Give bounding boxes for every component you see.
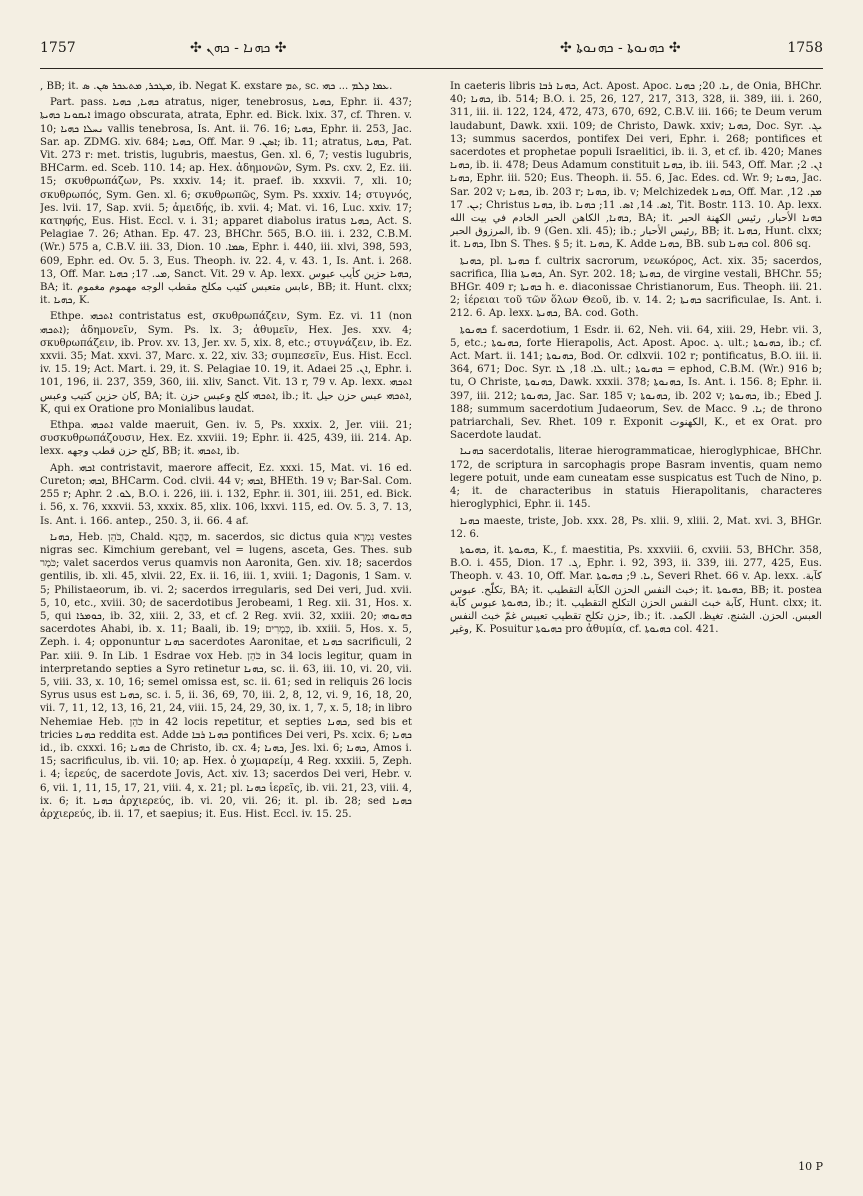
page-number-left: 1757: [40, 40, 76, 56]
entry-paragraph: Aph. ܐܟܗܝ contristavit, maerore affecit, Ez. xxxi. 15, Mat. vi. 16 ed. Cureton; ܐܟܗܝ, BHCarm. Cod. clvii. 44 v; ܐܟܗܝ, BHEth. 19 v; Bar-Sal. Com. 255 r; Aphr. ܠܘ. 2, B.O. i. 226, iii. i. 132, Ephr. ii. 301, iii. 251, ed. Bick. i. 56, x. 76, xxxvii. 53, xxxix. 85, xlix. 106, lxxvi. 115, ed. Ov. 5. 3, 7. 13, Is. Ant. i. 166. antep., 250. 3, ii. 66. 4 af.: [40, 462, 412, 527]
running-head-right: ✣ ܟܗܢܘܬܐ - ܟܗܢܘܬܐ ✣: [560, 40, 681, 56]
header-rule: [40, 68, 823, 69]
entry-paragraph: ܟܗܝܘܬܐ, it. ܟܗܝܘܬܐ, K., f. maestitia, Ps. xxxviii. 6, cxviii. 53, BHChr. 358, B.O. i. 455, Dion. ܓ. 17, Ephr. i. 92, 393, ii. 339, iii. 277, 425, Eus. Theoph. v. 43. 10, Off. Mar. ܝܐ. 9; ܟܗܝܘܬܐ, Severi Rhet. 66 v. Ap. lexx. كآبة. تكلّح. عبوس, BA; it. خبث النفس الحزن الكآبة التقطيب; it. ܟܗܝܘܬܐ, BB; it. postea ܟܗܝܘܬܐ عبوس كآبة, ib.; it. كآبة خبث النفس الحزن التكلح التقطيب, Hunt. clxx; it. حزن تكلح تقطيب تعبيس غمّ خبث النفس, ib.; it. العبس. الحزن. الشنج. تغيظ. الكمد. وغير, K. Posuitur ܟܗܝܘܬܐ pro ἀθυμία, cf. ܟܗܝܘܬܐ col. 421.: [450, 544, 822, 636]
entry-paragraph: ܟܗܢܐ, Heb. כֹּהֵן, Chald. כָּהֲנָא, m. sacerdos, sic dictus quia נִמְרָא vestes nigras sec. Kimchium gerebant, vel = lugens, asceta, Ges. Thes. sub כֹּמֶר; valet sacerdos verus quamvis non Aaronita, Gen. xiv. 18; sacerdos gentilis, ib. xli. 45, xlvii. 22, Ex. ii. 16, iii. 1, xviii. 1; Dagonis, 1 Sam. v. 5; Philistaeorum, ib. vi. 2; sacerdos irregularis, sed Dei veri, Jud. xvii. 5, 10, etc., xviii. 30; de sacerdotibus Jerobeami, 1 Reg. xii. 31, Hos. x. 5, qui ܟܘܡܪܐ, ib. 32, xiii. 2, 33, et cf. 2 Reg. xvii. 32, xxiii. 20; ܟܗܢܘܗܝ sacerdotes Ahabi, ib. x. 11; Baali, ib. 19; כְּמָרִים, ib. xxiii. 5, Hos. x. 5, Zeph. i. 4; opponuntur ܟܗܢܐ sacerdotes Aaronitae, et ܟܗܢܐ sacrificuli, 2 Par. xiii. 9. In Lib. 1 Esdrae vox Heb. כֹּהֵן in 34 locis legitur, quam in interpretando septies a Syro retinetur ܟܗܢܐ, sc. ii. 63, iii. 10, vi. 20, vii. 5, viii. 33, x. 10, 16; semel omissa est, sc. ii. 61; sed in reliquis 26 locis Syrus usus est ܟܗܢܐ, sc. i. 5, ii. 36, 69, 70, iii. 2, 8, 12, vi. 9, 16, 18, 20, vii. 7, 11, 12, 13, 16, 21, 24, viii. 15, 24, 29, 30, ix. 1, 7, x. 5, 18; in libro Nehemiae Heb. כֹּהֵן in 42 locis repetitur, et septies ܟܗܢܐ, sed bis et tricies ܟܗܢܐ reddita est. Adde ܟܗܢܐ ܪܒܐ pontifices Dei veri, Ps. xcix. 6; ܟܗܢܐ id., ib. cxxxi. 16; ܟܗܢܐ de Christo, ib. cx. 4; ܟܗܢܐ, Jes. lxi. 6; ܟܗܢܐ, Amos i. 15; sacrificulus, ib. vii. 10; ap. Hex. ὁ χωμαρείμ, 4 Reg. xxxiii. 5, Zeph. i. 4; ἱερεύς, de sacerdote Jovis, Act. xiv. 13; sacerdos Dei veri, Hebr. v. 6, vii. 1, 11, 15, 17, 21, viii. 4, x. 21; pl. ܟܗܢܐ ἱερεῖς, ib. vii. 21, 23, viii. 4, ix. 6; it. ܟܗܢܐ ἀρχιερεύς, ib. vi. 20, vii. 26; it. pl. ib. 28; sed ܟܗܢܐ ἀρχιερεύς, ib. ii. 17, et saepius; it. Eus. Hist. Eccl. iv. 15. 25.: [40, 531, 412, 820]
left-column: [40, 80, 412, 1172]
entry-paragraph: ܟܗܢܘܬܐ f. sacerdotium, 1 Esdr. ii. 62, Neh. vii. 64, xiii. 29, Hebr. vii. 3, 5, etc.; ܟܗܢܘܬܐ, forte Hierapolis, Act. Apost. Apoc. ܓ. ult.; ܟܗܢܘܬܐ, ib.; cf. Act. Mart. ii. 141; ܟܗܢܘܬܐ, Bod. Or. cdlxvii. 102 r; pontificatus, B.O. iii. ii. 364, 671; Doc. Syr. ܠܐ. 18, ܠܐ. ult.; ܟܗܢܘܬܐ = ephod, C.B.M. (Wr.) 916 b; tu, O Christe, ܟܗܢܘܬܐ, Dawk. xxxii. 378; ܟܗܢܘܬܐ, Is. Ant. i. 156. 8; Ephr. ii. 397, iii. 212; ܟܗܢܘܬܐ, Jac. Sar. 185 v; ܟܗܢܘܬܐ, ib. 202 v; ܟܗܢܘܬܐ, ib.; Ebed J. 188; summum sacerdotium Judaeorum, Sev. de Macc. ܝܐ. 9; de throno patriarchali, Sev. Rhet. 109 r. Exponit الكهنوت, K., et ex Orat. pro Sacerdote laudat.: [450, 324, 822, 442]
page-header: [40, 40, 823, 66]
entry-paragraph: Part. pass. ܟܗܝܐ, ܟܗܝܐ atratus, niger, tenebrosus, ܟܗܝܐ, Ephr. ii. 437; ܐܝܩܘܢܐ ܟܗܝܬܐ imago obscurata, atrata, Ephr. ed. Bick. lxix. 37, cf. Thren. v. 10; ܢܚܠܐ ܟܗܝܐ vallis tenebrosa, Is. Ant. ii. 76. 16; ܟܗܝܐ, Ephr. ii. 253, Jac. Sar. ap. ZDMG. xiv. 684; ܟܗܝܐ, Off. Mar. ܐܣܢ. 9; ib. 11; atratus, ܟܗܝܐ, Pat. Vit. 273 r: met. tristis, lugubris, maestus, Gen. xl. 6, 7; vestis lugubris, BHCarm. ed. Sceb. 110. 14; ap. Hex. ἀδημονῶν, Sym. Ps. cxv. 2, Ez. iii. 15; σκυθρωπάζων, Ps. xxxiv. 14; it. praef. ib. xxxvii. 7, xli. 10; σκυθρωπός, Sym. Gen. xl. 6; σκυθρωπῶς, Sym. Ps. xxxiv. 14; στυγνός, Jes. lvii. 17, Sap. xvii. 5; ἀμειδής, ib. xvii. 4; Mat. vi. 16, Luc. xxiv. 17; κατηφής, Eus. Hist. Eccl. v. i. 31; apparet diabolus iratus ܟܗܝܐ, Act. S. Pelagiae 7. 26; Athan. Ep. 47. 23, BHChr. 565, B.O. iii. i. 232, C.B.M. (Wr.) 575 a, C.B.V. iii. 33, Dion. ܣܡܐ. 10, Ephr. i. 440, iii. xlvi, 398, 593, 609, Ephr. ed. Ov. 5. 3, Eus. Theoph. iv. 22. 4, v. 43. 1, Is. Ant. i. 268. 13, Off. Mar. ܡܝ. 17; ܟܗܝܐ, Sanct. Vit. 29 v. Ap. lexx. ܟܗܝܐ حزين كأيب عبوس, BA; it. عابس متعبس كئيب مكلح مقطب الوجه مهموم مغموم, BB; it. Hunt. clxx; it. ܟܗܝܐ, K.: [40, 97, 412, 307]
signature-mark: 10 P: [798, 1160, 823, 1173]
running-head-left: ✣ ܟܗܢܐ - ܟܗܢ ✣: [190, 40, 287, 56]
entry-paragraph: In caeteris libris ܟܗܢܐ ܪܒܐ, Act. Apost. Apoc. ܢܐ. 20; ܟܗܢܐ, de Onia, BHChr. 40; ܟܗܢܐ, ib. 514; B.O. i. 25, 26, 127, 217, 313, 328, ii. 389, iii. i. 260, 311, iii. ii. 122, 124, 472, 473, 670, 692, C.B.V. iii. 166; te Deum verum laudabunt, Dawk. xxii. 109; de Christo, Dawk. xxiv; ܟܗܢܐ, Doc. Syr. ܝܓ. 13; summus sacerdos, pontifex Dei veri, Ephr. i. 268; pontifices et sacerdotes et prophetae populi Israelitici, ib. ii. 3, et cf. ib. 420; Manes ܟܗܢܐ, ib. ii. 478; Deus Adamum constituit ܟܗܢܐ, ib. iii. 543, Off. Mar. ܐܢ. 2; ܟܗܢܐ, Ephr. iii. 520; Eus. Theoph. ii. 55. 6, Jac. Edes. cd. Wr. 9; ܟܗܢܐ, Jac. Sar. 202 v; ܟܗܢܐ, ib. 203 r; ܟܗܢܐ, ib. v; Melchizedek ܟܗܢܐ, Off. Mar. ܡܕ. 12, ܝܢ. 17; Christus ܟܗܢܐ, ib. ܐܣ. 14, ܐܣ. 11; ܟܗܢܐ, Tit. Bostr. 113. 10. Ap. lexx. ܟܗܢܐ, الكاهن الحبر الخادم في بيت الله, BA; it. ܟܗܢܐ الأحبار, رئيس الكهنة الحبر المرزوق الحبر, ib. 9 (Gen. xli. 45); ib.; رئيس الأحبار, BB; it. ܟܗܢܐ, Hunt. clxx; it. ܟܗܢܐ, Ibn S. Thes. § 5; it. ܟܗܢܐ, K. Adde ܟܗܢܐ, BB. sub ܟܗܢܐ col. 806 sq.: [450, 81, 822, 251]
entry-paragraph: , BB; it. ܡܛܟܪ, ܡܬܥܟܪ ܣܢ. ܣ, ib. Negat K. exstare ܬܡ, sc. ܥܡܐ ܕܠܡ ... ܟܗܝ.: [40, 81, 393, 92]
entry-paragraph: ܟܗܢܐ maeste, triste, Job. xxx. 28, Ps. xlii. 9, xliii. 2, Mat. xvi. 3, BHGr. 12. 6.: [450, 515, 822, 540]
entry-paragraph: ܟܗܢܬܐ, pl. ܟܗܢܬܐ f. cultrix sacrorum, νεωκόρος, Act. xix. 35; sacerdos, sacrifica, Ilia ܟܗܢܬܐ, An. Syr. 202. 18; ܟܗܢܬܐ, de virgine vestali, BHChr. 55; BHGr. 409 r; ܟܗܢܬܐ h. e. diaconissae Christianorum, Eus. Theoph. iii. 21. 2; ἱέρειαι τοῦ τῶν ὅλων Θεοῦ, ib. v. 14. 2; ܟܗܢܬܐ sacrificulae, Is. Ant. i. 212. 6. Ap. lexx. ܟܗܢܬܐ, BA. cod. Goth.: [450, 255, 822, 320]
entry-paragraph: Ethpa. ܐܬܟܗܝ valde maeruit, Gen. iv. 5, Ps. xxxix. 2, Jer. viii. 21; συσκυθρωπάζουσιν, Hex. Ez. xxviii. 19; Ephr. ii. 425, 439, iii. 214. Ap. lexx. كلح حزن قطب وجهه, BB; it. ܐܬܟܗܝ, ib.: [40, 420, 412, 458]
page-number-right: 1758: [787, 40, 823, 56]
right-column: [450, 80, 822, 1172]
entry-paragraph: Ethpe. ܐܬܟܗܝ contristatus est, σκυθρωπάζειν, Sym. Ez. vi. 11 (non ܐܬܟܗܝ); ἀδημονεῖν, Sym. Ps. lx. 3; ἀθυμεῖν, Hex. Jes. xxv. 4; σκυθρωπάζειν, ib. Prov. xv. 13, Jer. xv. 5, xix. 8, etc.; στυγνάζειν, ib. Ez. xxvii. 35; Mat. xxvi. 37, Marc. x. 22, xiv. 33; συμπεσεῖν, Eus. Hist. Eccl. iv. 15. 19; Act. Mart. i. 29, it. S. Pelagiae 10. 19, it. Adaei ܐܢ. 25, Ephr. i. 101, 196, ii. 237, 359, 360, iii. xliv, Sanct. Vit. 13 r, 79 v. Ap. lexx. ܐܬܟܗܝ كان حزين كتيب وعبس, BA; it. ܐܬܟܗܝ كلح وعبس حزن, ib.; it. ܐܬܟܗܝ عبس حزن حيل, K, qui ex Oratione pro Monialibus laudat.: [40, 311, 412, 415]
entry-paragraph: ܟܗܢܝܐ sacerdotalis, literae hierogrammaticae, hieroglyphicae, BHChr. 172, de scriptura in sarcophagis prope Basram inventis, quam nemo legere potuit, unde eam cuneatam esse suspicatus est Tuch de Nino, p. 4; it. de characteribus in statuis Hierapolitanis, characteres hieroglyphici, Ephr. ii. 145.: [450, 446, 822, 511]
